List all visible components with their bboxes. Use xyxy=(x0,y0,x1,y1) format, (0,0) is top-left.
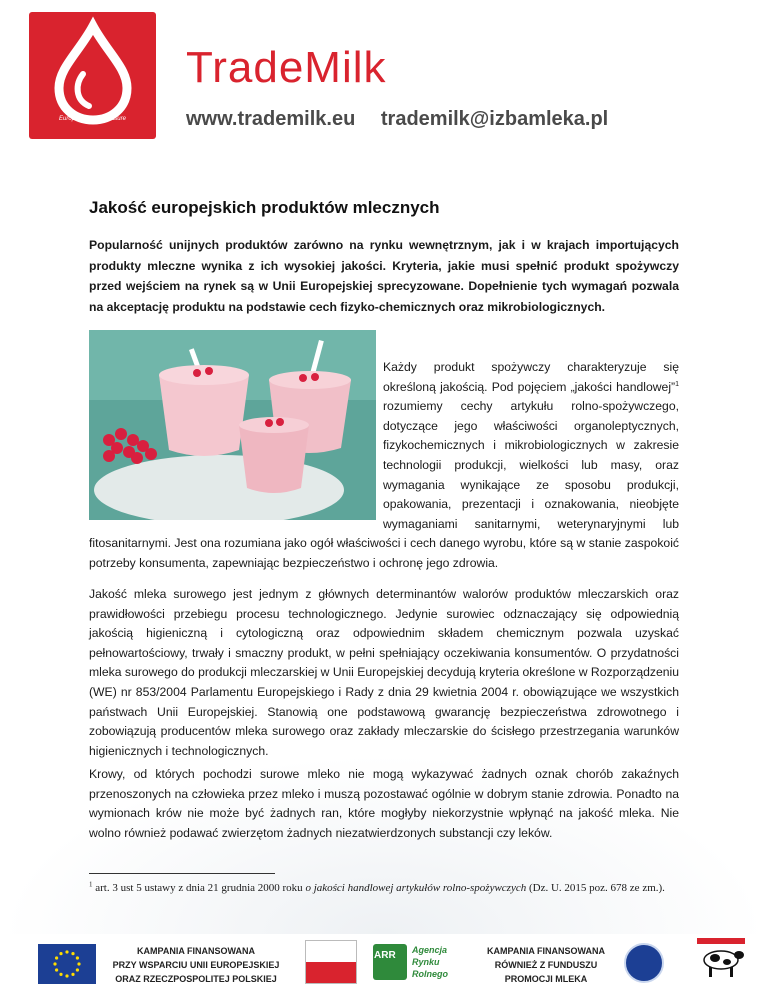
trademilk-logo xyxy=(29,12,156,139)
footnote-text-before: art. 3 ust 5 ustawy z dnia 21 grudnia 2000 roku xyxy=(92,882,306,894)
contact-line xyxy=(186,108,622,131)
cow-icon xyxy=(697,938,745,982)
agencja-line: Agencja xyxy=(412,945,448,955)
logo-tagline: European Dairy Treasure xyxy=(59,116,126,122)
article-title: Jakość europejskich produktów mlecznych xyxy=(89,198,440,217)
website-link[interactable]: www.trademilk.eu xyxy=(186,108,356,130)
footnote-text-after: (Dz. U. 2015 poz. 678 ze zm.). xyxy=(526,882,665,894)
footnote-reference[interactable]: 1 xyxy=(675,380,679,388)
campaign-fund-line: KAMPANIA FINANSOWANA xyxy=(487,946,605,956)
footnote xyxy=(89,881,679,895)
campaign-eu-line: ORAZ RZECZPOSPOLITEJ POLSKIEJ xyxy=(115,974,277,984)
agencja-line: Rynku xyxy=(412,957,440,967)
footnote-act-title: o jakości handlowej artykułów rolno-spożywczych xyxy=(305,882,527,894)
eu-flag-icon xyxy=(38,944,96,984)
article-paragraph-1 xyxy=(89,358,679,574)
campaign-fund-line: RÓWNIEŻ Z FUNDUSZU xyxy=(494,960,598,970)
footnote-divider xyxy=(89,873,275,874)
brand-name: TradeMilk xyxy=(186,43,387,92)
campaign-eu-line: KAMPANIA FINANSOWANA xyxy=(137,946,255,956)
poland-flag-icon xyxy=(305,940,357,984)
agencja-line: Rolnego xyxy=(412,969,448,979)
arr-label: ARR xyxy=(374,950,396,961)
para1-text-before: Każdy produkt spożywczy charakteryzuje się określoną jakością. Pod pojęciem „jakości handlowej” xyxy=(383,360,679,394)
campaign-fund-text xyxy=(476,944,616,986)
milk-fund-logo xyxy=(624,943,664,983)
campaign-eu-text xyxy=(108,944,284,986)
article-paragraph-2: Jakość mleka surowego jest jednym z głównych determinantów walorów produktów mleczarskich oraz prawidłowości przebiegu procesu technologicznego. Jedynie surowiec odznaczający się odpowiednią jakością higieniczną i cytologiczną oraz odpowiednim składem chemicznym pozwala uzyskać pełnowartościowy, trwały i smaczny produkt, w pełni spełniający oczekiwania konsumentów. O przydatności mleka surowego do produkcji mleczarskiej w Unii Europejskiej decydują kryteria określone w Rozporządzeniu (WE) nr 853/2004 Parlamentu Europejskiego i Rady z dnia 29 kwietnia 2004 r. obowiązujące we wszystkich państwach Unii Europejskiej. Stanowią one podstawową gwarancję bezpieczeństwa zdrowotnego i zobowiązują producentów mleka surowego oraz zakłady mleczarskie do ścisłego przestrzegania warunków higienicznych i technologicznych. xyxy=(89,587,680,758)
agencja-label xyxy=(412,944,448,980)
para1-text-after: rozumiemy cechy artykułu rolno-spożywczego, dotyczące jego właściwości organoleptycznych, fizykochemicznych i mikrobiologicznych w zakresie technologii produkcji, wielkości lub masy, oraz wymagania wynikające ze sposobu produkcji, opakowania, prezentacji i oznakowania, nieobjęte wymaganiami sanitarnymi, weterynaryjnymi lub fitosanitarnymi. Jest ona rozumiana jako ogół właściwości i cech danego wyrobu, które są w stanie zaspokoić potrzeby konsumenta, zapewniając bezpieczeństwo i ochronę jego zdrowia. xyxy=(89,399,679,570)
article-paragraph-3: Krowy, od których pochodzi surowe mleko nie mogą wykazywać żadnych oznak chorób zakaźnych przenoszonych na człowieka przez mleko i muszą pozostawać ogólnie w dobrym stanie zdrowia. Ponadto na wymionach krów nie może być żadnych ran, które mogłyby niekorzystnie wpłynąć na jakość mleka. Nie wolno również podawać zwierzętom żadnych niezatwierdzonych substancji czy leków. xyxy=(89,767,679,840)
campaign-eu-line: PRZY WSPARCIU UNII EUROPEJSKIEJ xyxy=(112,960,280,970)
footnote-marker: 1 xyxy=(89,880,93,889)
email-link[interactable]: trademilk@izbamleka.pl xyxy=(380,108,609,130)
article-lead: Popularność unijnych produktów zarówno na rynku wewnętrznym, jak i w krajach importujących produkty mleczne wynika z ich wysokiej jakości. Kryteria, jakie musi spełnić produkt spożywczy przed wejściem na rynek są w Unii Europejskiej sprecyzowane. Dopełnienie tych wymagań pozwala na akceptację produktu na podstawie cech fizyko-chemicznych oraz mikrobiologicznych. xyxy=(89,238,679,314)
campaign-fund-line: PROMOCJI MLEKA xyxy=(504,974,588,984)
